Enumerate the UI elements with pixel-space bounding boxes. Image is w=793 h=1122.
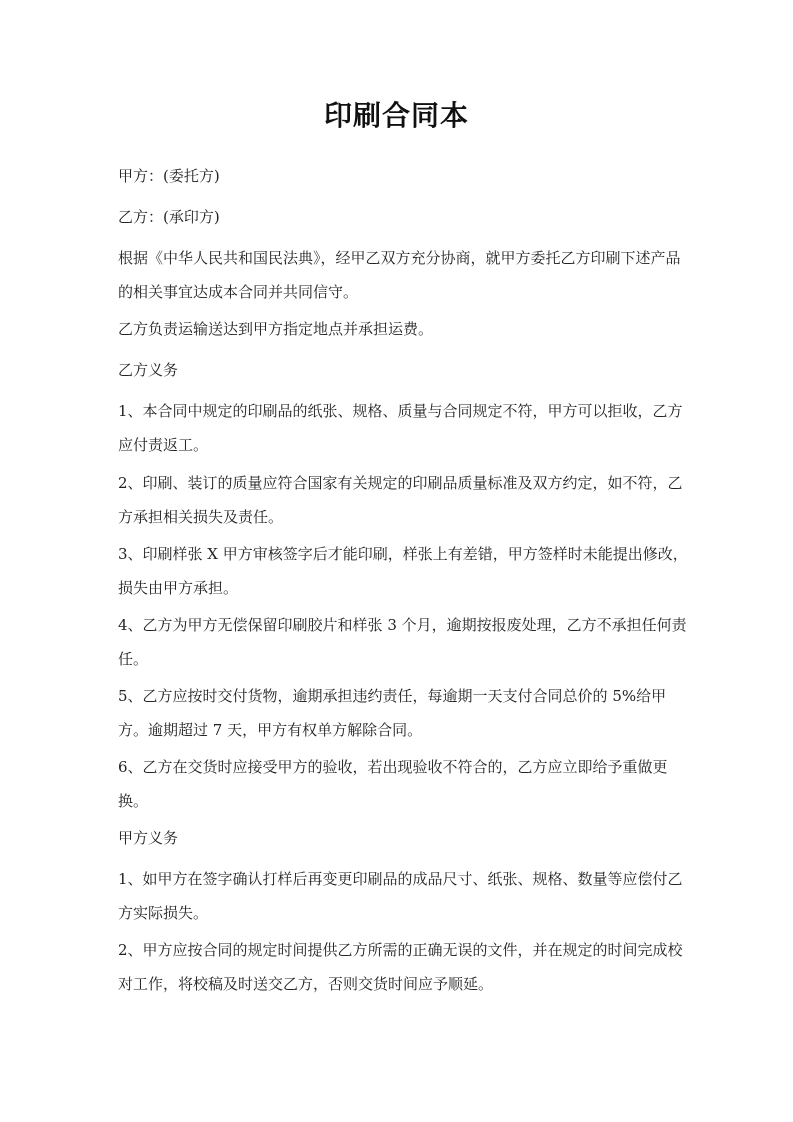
party-b-line: 乙方：(承印方): [118, 208, 220, 226]
section-heading-party-b-obligations: 乙方义务: [118, 361, 179, 379]
party-a-clause-2: 2、甲方应按合同的规定时间提供乙方所需的正确无误的文件，并在规定的时间完成校对工作，将校稿及时送交乙方，否则交货时间应予顺延。: [118, 941, 683, 993]
party-a-line: 甲方：(委托方): [118, 167, 220, 185]
party-b-clause-4: 4、乙方为甲方无偿保留印刷胶片和样张 3 个月，逾期按报废处理，乙方不承担任何责任。: [118, 616, 687, 668]
section-heading-party-a-obligations: 甲方义务: [118, 829, 179, 847]
preamble-paragraph: 根据《中华人民共和国民法典》，经甲乙双方充分协商，就甲方委托乙方印刷下述产品的相关事宜达成本合同并共同信守。: [118, 249, 681, 301]
party-a-clause-1: 1、如甲方在签字确认打样后再变更印刷品的成品尺寸、纸张、规格、数量等应偿付乙方实际损失。: [118, 870, 683, 922]
party-b-clause-6: 6、乙方在交货时应接受甲方的验收，若出现验收不符合的，乙方应立即给予重做更换。: [118, 758, 668, 810]
party-b-clause-2: 2、印刷、装订的质量应符合国家有关规定的印刷品质量标准及双方约定，如不符，乙方承担相关损失及责任。: [118, 474, 683, 526]
document-title: 印刷合同本: [323, 99, 469, 132]
transport-paragraph: 乙方负责运输送达到甲方指定地点并承担运费。: [118, 320, 434, 338]
party-b-clause-1: 1、本合同中规定的印刷品的纸张、规格、质量与合同规定不符，甲方可以拒收，乙方应付责返工。: [118, 402, 683, 454]
party-b-clause-3: 3、印刷样张 X 甲方审核签字后才能印刷，样张上有差错，甲方签样时未能提出修改，损失由甲方承担。: [118, 545, 688, 597]
party-b-clause-5: 5、乙方应按时交付货物，逾期承担违约责任，每逾期一天支付合同总价的 5%给甲方。逾期超过 7 天，甲方有权单方解除合同。: [118, 687, 667, 739]
